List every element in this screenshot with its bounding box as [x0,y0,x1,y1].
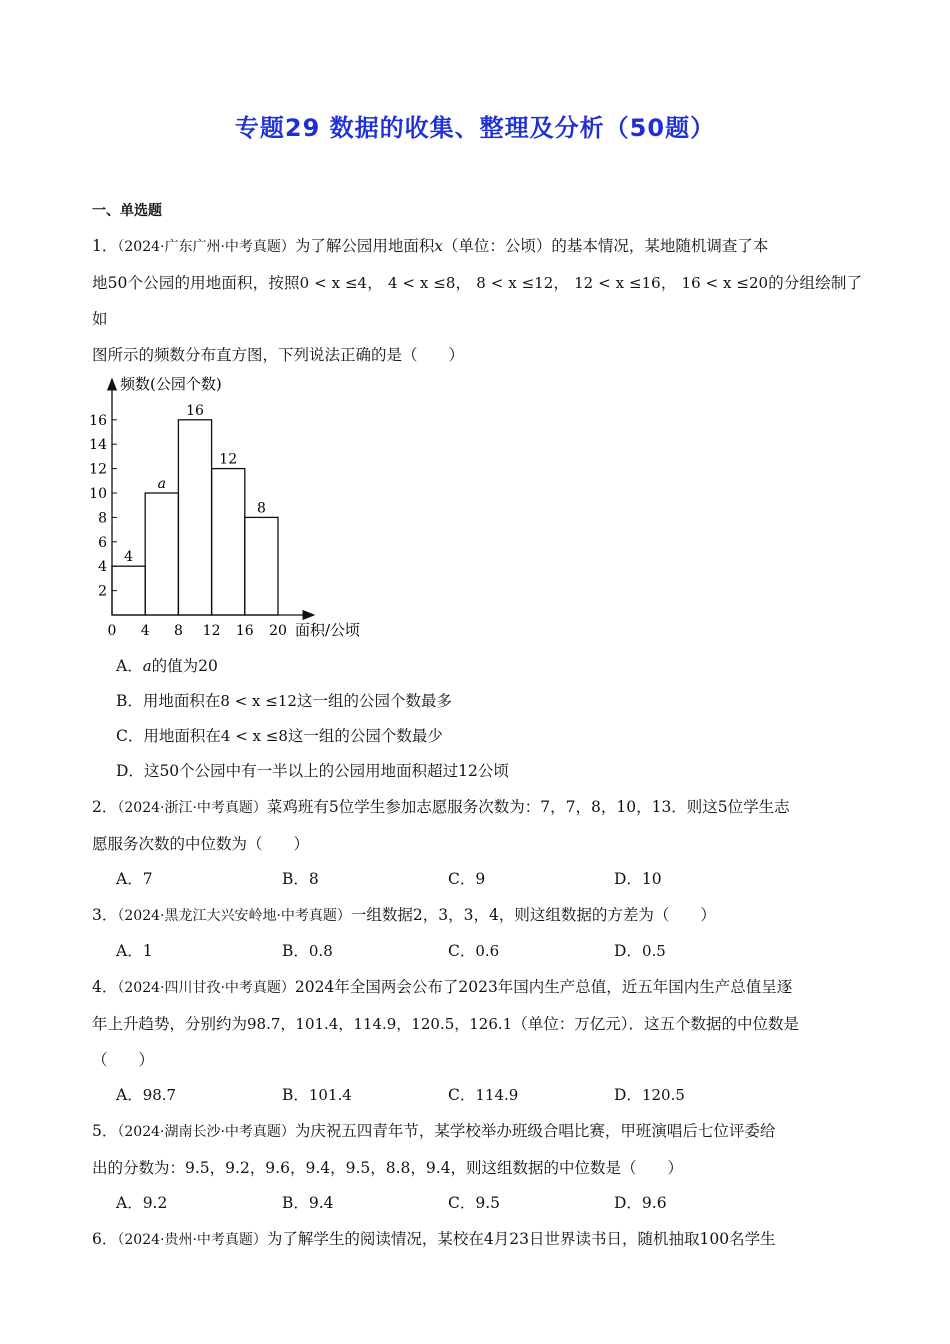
x-tick-label: 20 [269,623,287,639]
histogram-bar [212,469,245,615]
question-6-text: 6．（2024·贵州·中考真题）为了解学生的阅读情况，某校在4月23日世界读书日，随机抽取100名学生 [92,1230,776,1248]
range-5: 16 < x ≤20 [681,274,769,292]
option-5d[interactable]: D．9.6 [614,1194,667,1212]
x-tick-label: 12 [202,623,221,639]
bar-value-label: 8 [256,500,266,517]
range-4: 12 < x ≤16 [574,274,661,292]
question-1-text: 1．（2024·广东广州·中考真题）为了解公园用地面积x（单位：公顷）的基本情况，某地随机调查了本 地50个公园的用地面积，按照0 < x ≤4， 4 < x ≤8， 8 < x ≤12， 12 < x ≤16， 16 < x ≤20的分组绘制了如 图所示的频数分布直方图，下列说法正确的是（ ） [92,237,862,364]
question-2-text: 2．（2024·浙江·中考真题）菜鸡班有5位学生参加志愿服务次数为：7，7，8，10，13．则这5位学生志 愿服务次数的中位数为（ ） [92,798,790,853]
histogram-svg [89,375,392,645]
bar-value-label: 4 [124,549,134,566]
histogram-bar [245,517,278,615]
y-tick-label: 4 [98,559,107,576]
question-4-text: 4．（2024·四川甘孜·中考真题）2024年全国两会公布了2023年国内生产总值，近五年国内生产总值呈逐 年上升趋势，分别约为98.7，101.4，114.9，120.5，126.1（单位：万亿元）．这五个数据的中位数是 （ ） [92,978,799,1069]
range-2: 4 < x ≤8 [387,274,456,292]
document-body [89,200,862,1258]
page-title: 专题29 数据的收集、整理及分析（50题） [234,114,716,142]
y-tick-label: 12 [89,461,107,478]
option-4c[interactable]: C．114.9 [448,1086,519,1104]
bar-value-label: 16 [186,402,204,419]
option-3b[interactable]: B．0.8 [282,942,333,960]
question-2 [92,789,862,897]
option-2b[interactable]: B．8 [282,870,319,888]
y-tick-label: 8 [98,510,107,527]
option-2a[interactable]: A．7 [116,870,153,888]
option-1a[interactable]: A．a的值为20 [116,657,218,675]
y-tick-label: 14 [89,437,107,454]
x-axis-label: 面积/公顷 [295,621,361,639]
y-tick-label: 6 [98,534,107,551]
question-3 [92,897,862,969]
histogram-bar [178,420,211,615]
x-tick-label: 0 [107,623,117,639]
option-5c[interactable]: C．9.5 [448,1194,501,1212]
option-1b[interactable]: B．用地面积在8 < x ≤12这一组的公园个数最多 [116,692,452,710]
option-4a[interactable]: A．98.7 [116,1086,177,1104]
y-axis-label: 频数(公园个数) [120,375,222,393]
range-1: 0 < x ≤4 [299,274,368,292]
x-tick-label: 8 [173,623,183,639]
question-4 [92,969,862,1113]
option-4d[interactable]: D．120.5 [614,1086,685,1104]
option-1d[interactable]: D．这50个公园中有一半以上的公园用地面积超过12公顷 [116,762,509,780]
x-tick-label: 4 [140,623,150,639]
option-2c[interactable]: C．9 [448,870,486,888]
option-2d[interactable]: D．10 [614,870,662,888]
option-3d[interactable]: D．0.5 [614,942,666,960]
option-1c[interactable]: C．用地面积在4 < x ≤8这一组的公园个数最少 [116,727,443,745]
bar-value-label: a [157,476,166,492]
question-5-text: 5．（2024·湖南长沙·中考真题）为庆祝五四青年节，某学校举办班级合唱比赛，甲班演唱后七位评委给 出的分数为：9.5，9.2，9.6，9.4，9.5，8.8，9.4，则这组数据的中位数是（ ） [92,1122,776,1177]
option-3a[interactable]: A．1 [116,942,153,960]
histogram-chart [89,375,862,645]
option-5b[interactable]: B．9.4 [282,1194,334,1212]
question-5 [92,1113,862,1221]
question-3-text: 3．（2024·黑龙江大兴安岭地·中考真题）一组数据2，3，3，4，则这组数据的方差为（ ） [92,906,716,924]
bar-value-label: 12 [219,451,238,468]
section-title: 一、单选题 [92,203,162,219]
y-tick-label: 10 [89,486,107,502]
option-4b[interactable]: B．101.4 [282,1086,352,1104]
option-5a[interactable]: A．9.2 [116,1194,168,1212]
range-3: 8 < x ≤12 [476,274,554,292]
option-3c[interactable]: C．0.6 [448,942,500,960]
x-tick-label: 16 [235,623,254,639]
y-tick-label: 16 [89,412,107,429]
y-tick-label: 2 [98,583,107,600]
histogram-bar [145,493,178,615]
question-6 [92,1221,862,1258]
question-1 [89,228,862,789]
